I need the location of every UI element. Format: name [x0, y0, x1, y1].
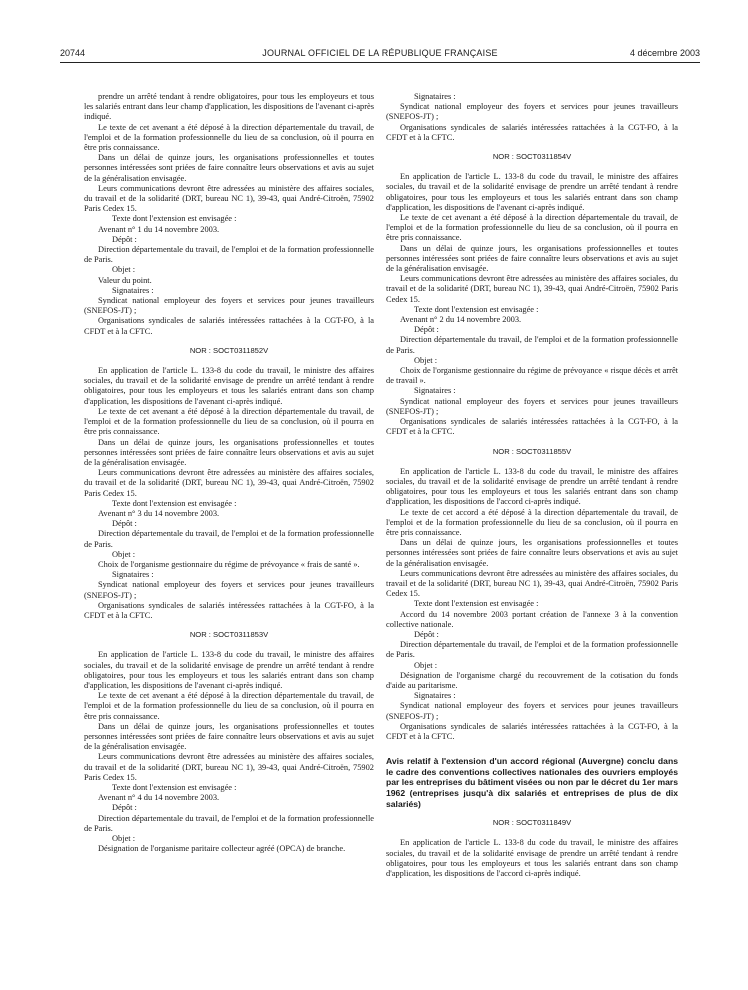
notice-block [84, 366, 374, 621]
section-label: Dépôt : [112, 803, 137, 813]
notice-block [386, 172, 678, 437]
paragraph: prendre un arrêté tendant à rendre obligatoires, pour tous les employeurs et tous les salariés entrant dans leur champ d'application, les dispositions de l'avenant ci-après indiqué. [84, 92, 375, 122]
issue-date: 4 décembre 2003 [629, 48, 700, 58]
paragraph: En application de l'article L. 133-8 du code du travail, le ministre des affaires sociales, du travail et de la solidarité envisage de prendre un arrêté tendant à rendre obligatoires, pour tous les employeurs et tous les salariés entrant dans son champ d'application, les dispositions de l'avenant ci-après indiqué. [386, 172, 678, 212]
paragraph: Leurs communications devront être adressées au ministère des affaires sociales, du travail et de la solidarité (DRT, bureau NC 1), 39-43, quai André-Citroën, 75902 Paris Cedex 15. [386, 568, 678, 599]
section-label: Dépôt : [112, 234, 137, 244]
paragraph: En application de l'article L. 133-8 du code du travail, le ministre des affaires sociales, du travail et de la solidarité envisage de prendre un arrêté tendant à rendre obligatoires, pour tous les employeurs et tous les salariés entrant dans son champ d'application, les dispositions de l'accord ci-après indiqué. [386, 466, 678, 507]
paragraph: Le texte de cet avenant a été déposé à la direction départementale du travail, de l'emploi et de la formation professionnelle du lieu de sa conclusion, où il pourra en être pris connaissance. [84, 691, 374, 721]
paragraph: Organisations syndicales de salariés intéressées rattachées à la CGT-FO, à la CFDT et à la CFTC. [386, 122, 678, 142]
section-label: Signataires : [414, 386, 456, 396]
paragraph: Leurs communications devront être adressées au ministère des affaires sociales, du travail et de la solidarité (DRT, bureau NC 1), 39-43, quai André-Citroën, 75902 Paris Cedex 15. [386, 274, 678, 304]
section-label: Objet : [414, 355, 438, 365]
paragraph: Direction départementale du travail, de l'emploi et de la formation professionnelle de Paris. [84, 529, 374, 549]
paragraph: Avenant n° 4 du 14 novembre 2003. [98, 793, 220, 803]
section-label: Signataires : [112, 285, 154, 295]
paragraph: En application de l'article L. 133-8 du code du travail, le ministre des affaires sociales, du travail et de la solidarité envisage de prendre un arrêté tendant à rendre obligatoires, pour tous les employeurs et tous les salariés entrant dans son champ d'application, les dispositions de l'avenant ci-après indiqué. [84, 650, 374, 690]
paragraph: Le texte de cet avenant a été déposé à la direction départementale du travail, de l'emploi et de la formation professionnelle du lieu de sa conclusion, où il pourra en être pris connaissance. [84, 406, 374, 437]
paragraph: Dans un délai de quinze jours, les organisations professionnelles et toutes personnes intéressées sont priées de faire connaître leurs observations et avis au sujet de la généralisation envisagée. [386, 243, 678, 274]
paragraph: Organisations syndicales de salariés intéressées rattachées à la CGT-FO, à la CFDT et à la CFTC. [84, 600, 374, 620]
paragraph: Accord du 14 novembre 2003 portant création de l'annexe 3 à la convention collective nationale. [386, 609, 678, 629]
paragraph: Syndicat national employeur des foyers et services pour jeunes travailleurs (SNEFOS-JT) ; [386, 701, 678, 721]
right-column [386, 92, 678, 879]
paragraph: Avenant n° 2 du 14 novembre 2003. [400, 315, 522, 325]
paragraph: Choix de l'organisme gestionnaire du régime de prévoyance « frais de santé ». [98, 559, 360, 569]
paragraph: Organisations syndicales de salariés intéressées rattachées à la CGT-FO, à la CFDT et à la CFTC. [386, 721, 678, 741]
section-label: Texte dont l'extension est envisagée : [112, 498, 237, 508]
nor-reference: NOR : SOCT0311852V [189, 345, 269, 355]
paragraph: Syndicat national employeur des foyers et services pour jeunes travailleurs (SNEFOS-JT) ; [386, 102, 678, 122]
paragraph: Avenant n° 3 du 14 novembre 2003. [98, 508, 220, 518]
notice-block [84, 650, 374, 854]
paragraph: Choix de l'organisme gestionnaire du régime de prévoyance « risque décès et arrêt de travail ». [386, 366, 678, 386]
paragraph: Direction départementale du travail, de l'emploi et de la formation professionnelle de Paris. [386, 640, 678, 660]
paragraph: Désignation de l'organisme chargé du recouvrement de la cotisation du fonds d'aide au paritarisme. [386, 670, 678, 690]
section-label: Dépôt : [112, 519, 137, 529]
section-label: Dépôt : [414, 629, 439, 639]
paragraph: Le texte de cet accord a été déposé à la direction départementale du travail, de l'emploi et de la formation professionnelle du lieu de sa conclusion, où il pourra en être pris connaissance. [386, 507, 678, 537]
paragraph: Dans un délai de quinze jours, les organisations professionnelles et toutes personnes intéressées sont priées de faire connaître leurs observations et avis au sujet de la généralisation envisagée. [84, 437, 374, 467]
section-label: Texte dont l'extension est envisagée : [112, 783, 237, 792]
paragraph: Désignation de l'organisme paritaire collecteur agréé (OPCA) de branche. [98, 844, 346, 854]
paragraph: Syndicat national employeur des foyers et services pour jeunes travailleurs (SNEFOS-JT) ; [84, 580, 374, 600]
paragraph: Syndicat national employeur des foyers et services pour jeunes travailleurs (SNEFOS-JT) ; [84, 296, 374, 316]
section-label: Texte dont l'extension est envisagée : [414, 599, 539, 609]
left-column [84, 92, 374, 854]
notice-block [386, 467, 678, 742]
nor-reference: NOR : SOCT0311849V [492, 818, 572, 828]
paragraph: Dans un délai de quinze jours, les organisations professionnelles et toutes personnes intéressées sont priées de faire connaître leurs observations et avis au sujet de la généralisation envisagée. [84, 721, 374, 752]
paragraph: Dans un délai de quinze jours, les organisations professionnelles et toutes personnes intéressées sont priées de faire connaître leurs observations et avis au sujet de la généralisation envisagée. [84, 153, 374, 183]
header-rule [60, 62, 700, 63]
paragraph: Direction départementale du travail, de l'emploi et de la formation professionnelle de Paris. [386, 335, 678, 355]
paragraph: Organisations syndicales de salariés intéressées rattachées à la CGT-FO, à la CFDT et à la CFTC. [84, 316, 374, 336]
section-label: Dépôt : [414, 325, 439, 335]
paragraph: Leurs communications devront être adressées au ministère des affaires sociales, du travail et de la solidarité (DRT, bureau NC 1), 39-43, quai André-Citroën, 75902 Paris Cedex 15. [84, 468, 374, 498]
paragraph: Organisations syndicales de salariés intéressées rattachées à la CGT-FO, à la CFDT et à la CFTC. [386, 417, 678, 437]
section-label: Objet : [112, 265, 136, 275]
paragraph: En application de l'article L. 133-8 du code du travail, le ministre des affaires sociales, du travail et de la solidarité envisage de prendre un arrêté tendant à rendre obligatoires, pour tous les employeurs et tous les salariés entrant dans son champ d'application, les dispositions de l'accord ci-après indiqué. [386, 838, 678, 878]
section-label: Objet : [112, 834, 136, 844]
section-label: Signataires : [414, 92, 456, 101]
paragraph: Direction départementale du travail, de l'emploi et de la formation professionnelle de Paris. [84, 245, 374, 265]
page-header [60, 46, 700, 62]
paragraph: Syndicat national employeur des foyers et services pour jeunes travailleurs (SNEFOS-JT) ; [386, 396, 678, 416]
section-label: Objet : [414, 660, 438, 670]
paragraph: Leurs communications devront être adressées au ministère des affaires sociales, du travail et de la solidarité (DRT, bureau NC 1), 39-43, quai André-Citroën, 75902 Paris Cedex 15. [84, 183, 374, 214]
section-label: Objet : [112, 549, 136, 559]
section-label: Texte dont l'extension est envisagée : [112, 214, 237, 224]
nor-reference: NOR : SOCT0311853V [189, 630, 269, 640]
paragraph: Direction départementale du travail, de l'emploi et de la formation professionnelle de Paris. [84, 813, 374, 833]
section-label: Signataires : [414, 691, 456, 701]
notice-block [84, 92, 374, 337]
paragraph: Valeur du point. [98, 275, 152, 285]
notice-block [386, 92, 678, 143]
paragraph: En application de l'article L. 133-8 du code du travail, le ministre des affaires sociales, du travail et de la solidarité envisage de prendre un arrêté tendant à rendre obligatoires, pour tous les employeurs et tous les salariés entrant dans son champ d'application, les dispositions de l'avenant ci-après indiqué. [84, 366, 374, 406]
nor-reference: NOR : SOCT0311854V [492, 152, 572, 162]
paragraph: Avenant n° 1 du 14 novembre 2003. [98, 224, 220, 234]
page-number: 20744 [60, 48, 86, 58]
section-label: Signataires : [112, 570, 154, 580]
paragraph: Le texte de cet avenant a été déposé à la direction départementale du travail, de l'emploi et de la formation professionnelle du lieu de sa conclusion, où il pourra en être pris connaissance. [84, 122, 374, 153]
paragraph: Leurs communications devront être adressées au ministère des affaires sociales, du travail et de la solidarité (DRT, bureau NC 1), 39-43, quai André-Citroën, 75902 Paris Cedex 15. [84, 752, 374, 782]
section-label: Texte dont l'extension est envisagée : [414, 304, 539, 314]
notice-block [386, 838, 678, 879]
journal-title: JOURNAL OFFICIEL DE LA RÉPUBLIQUE FRANÇAISE [262, 48, 498, 58]
nor-reference: NOR : SOCT0311855V [492, 446, 572, 456]
notice-title: Avis relatif à l'extension d'un accord régional (Auvergne) conclu dans le cadre des conventions collectives nationales des ouvriers employés par les entreprises du bâtiment visées ou non par le décret du 1er mars 1962 (entreprises jusqu'à dix salariés et entreprises de plus de dix salariés) [386, 756, 678, 809]
paragraph: Le texte de cet avenant a été déposé à la direction départementale du travail, de l'emploi et de la formation professionnelle du lieu de sa conclusion, où il pourra en être pris connaissance. [386, 213, 678, 243]
paragraph: Dans un délai de quinze jours, les organisations professionnelles et toutes personnes intéressées sont priées de faire connaître leurs observations et avis au sujet de la généralisation envisagée. [386, 538, 678, 568]
